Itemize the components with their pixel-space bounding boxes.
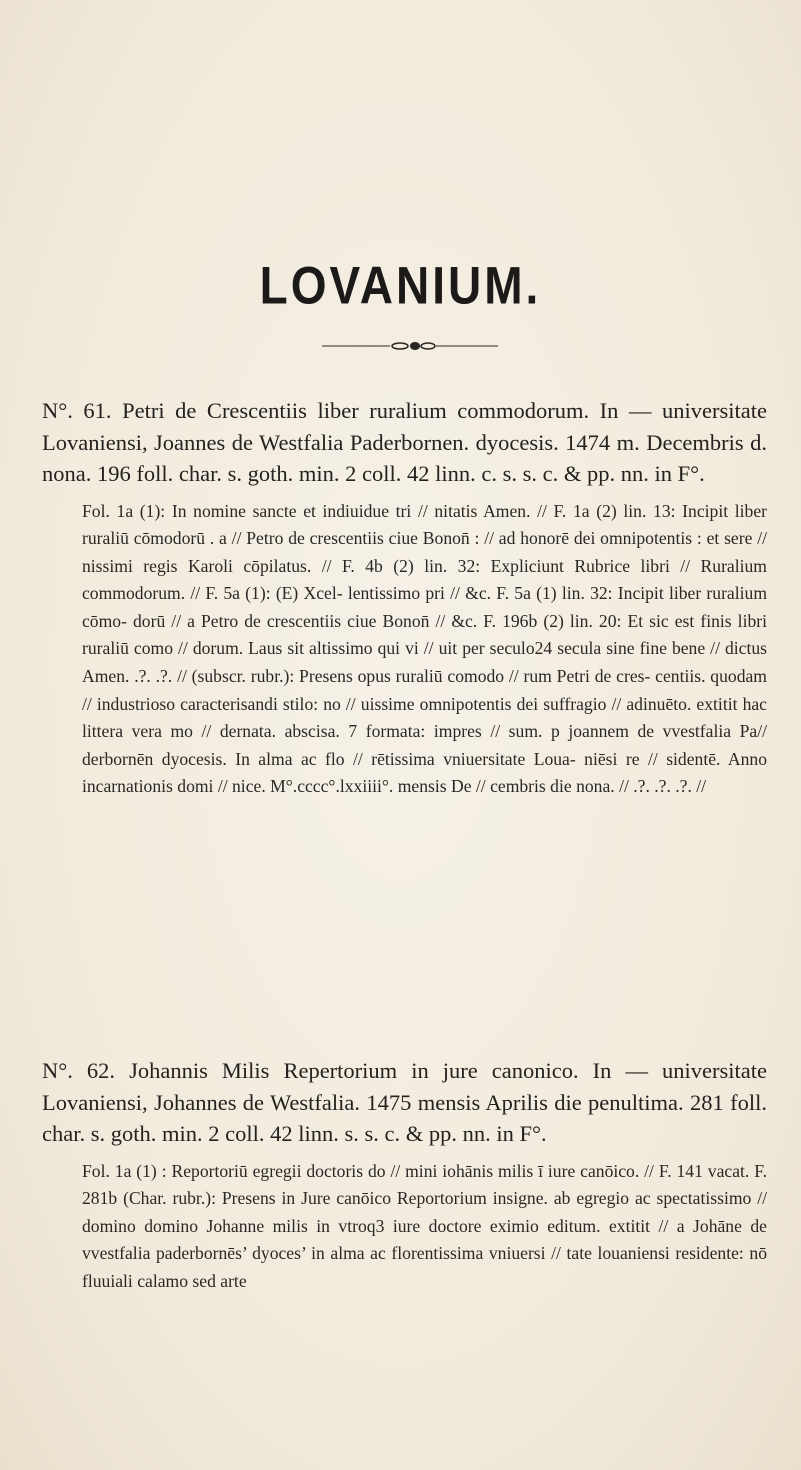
entry-heading: N°. 61. Petri de Crescentiis liber ruralium commodorum. In — universitate Lovaniensi, Joannes de Westfalia Paderbornen. dyocesis. 1474 m. Decembris d. nona. 196 foll. char. s. goth. min. 2 coll. 42 linn. c. s. s. c. & pp. nn. in F°. bbox=[42, 398, 767, 486]
page-title: LOVANIUM. bbox=[259, 255, 542, 315]
entry-description bbox=[82, 1158, 767, 1296]
entry-description-text: Fol. 1a (1) : Reportoriū egregii doctoris do // mini iohānis milis ī iure canōico. // F. 141 vacat. F. 281b (Char. rubr.): Presens in Jure canōico Reportorium insigne. ab egregio ac spectatissimo // domino domino Johanne milis in vtroq3 iure doctore eximio editum. extitit // a Johāne de vvestfalia paderbornēs’ dyoces’ in alma ac florentissima vniuersi // tate louaniensi residente: nō fluuiali calamo sed arte bbox=[82, 1160, 767, 1291]
entry-description-text: Fol. 1a (1): In nomine sancte et indiuidue tri // nitatis Amen. // F. 1a (2) lin. 13: Incipit liber ruraliū cōmodorū . a // Petro de crescentiis ciue Bonon̄ : // ad honorē dei omnipotentis : et sere // nissimi regis Karoli cōpilatus. // F. 4b (2) lin. 32: Expliciunt Rubrice libri // Ruralium commodorum. // F. 5a (1): (E) Xcel- lentissimo pri // &c. F. 5a (1) lin. 32: Incipit liber ruralium cōmo- dorū // a Petro de crescentiis ciue Bonon̄ // &c. F. 196b (2) lin. 20: Et sic est finis libri ruraliū como // dorum. Laus sit altissimo qui vi // uit per seculo24 secula sine fine bene // dictus Amen. .?. .?. // (subscr. rubr.): Presens opus ruraliū comodo // rum Petri de cres- centiis. quodam // industrioso caracterisandi stilo: no // uissime omnipotentis dei suffragio // adinuēto. extitit hac littera vera mo // dernata. abscisa. 7 formata: impres // sum. p joannem de vvestfalia Pa// derbornēn dyocesis. In alma ac flo // rētissima vniuersitate Loua- niēsi re // sidentē. Anno incarnationis domi // nice. M°.cccc°.lxxiiii°. mensis De // cembris die nona. // .?. .?. .?. // bbox=[82, 500, 767, 797]
entry-heading: N°. 62. Johannis Milis Repertorium in jure canonico. In — universitate Lovaniensi, Johannes de Westfalia. 1475 mensis Aprilis die penultima. 281 foll. char. s. goth. min. 2 coll. 42 linn. s. s. c. & pp. nn. in F°. bbox=[42, 1058, 767, 1146]
catalog-entry-61 bbox=[42, 395, 767, 801]
catalog-entry-62 bbox=[42, 1055, 767, 1295]
ornament-divider bbox=[320, 340, 500, 352]
entry-description bbox=[82, 498, 767, 802]
